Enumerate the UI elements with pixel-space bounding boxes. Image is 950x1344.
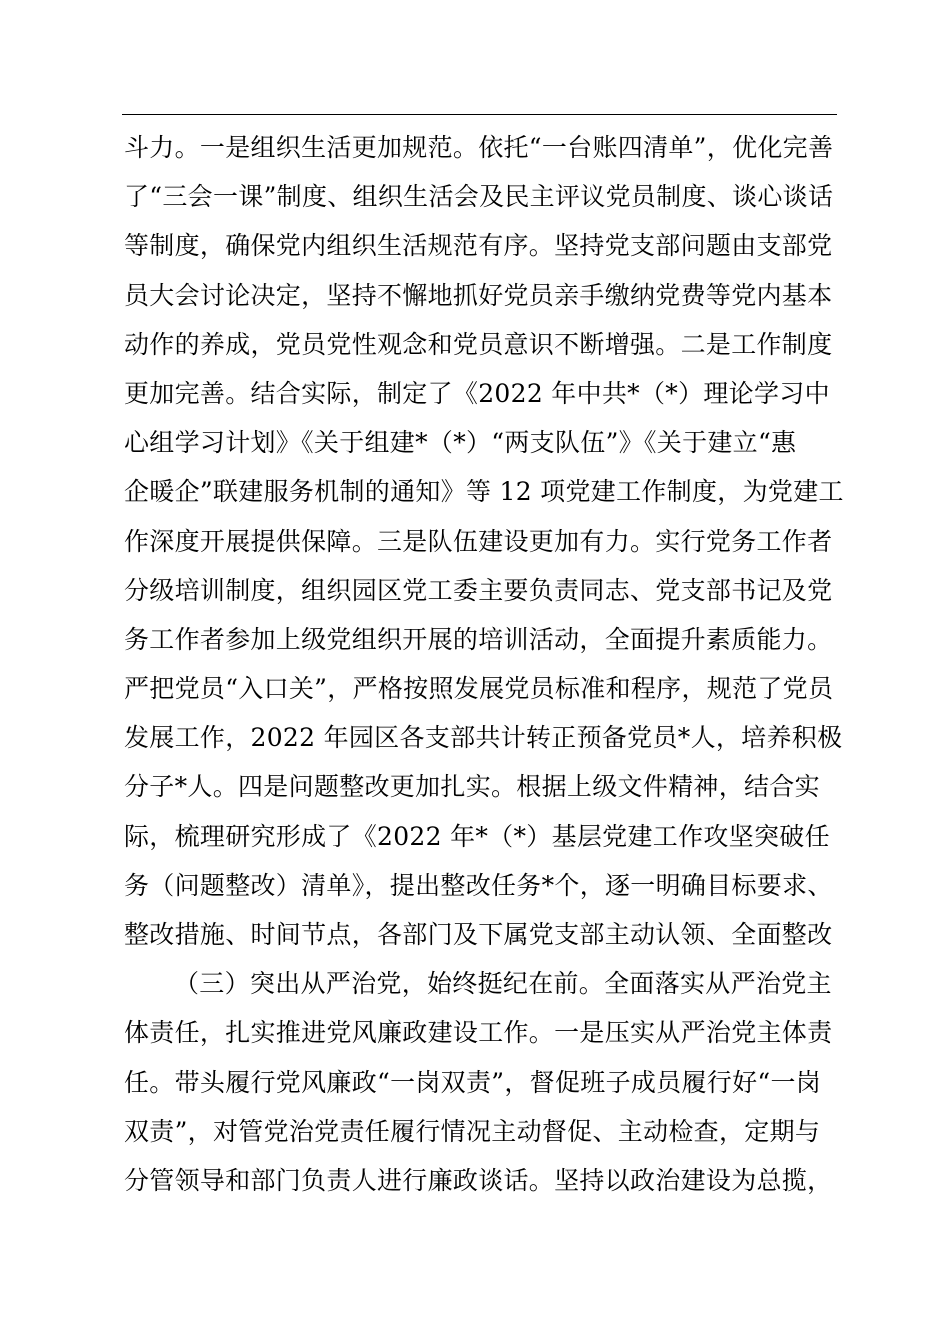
text-line: 体责任，扎实推进党风廉政建设工作。一是压实从严治党主体责 <box>124 1018 833 1048</box>
text-line: 分级培训制度，组织园区党工委主要负责同志、党支部书记及党 <box>124 575 833 605</box>
text-line: 更加完善。结合实际，制定了《2022 年中共*（*）理论学习中 <box>124 378 830 408</box>
document-body <box>124 123 884 1205</box>
text-line: 了“三会一课”制度、组织生活会及民主评议党员制度、谈心谈话 <box>124 182 834 212</box>
text-line: 际，梳理研究形成了《2022 年*（*）基层党建工作攻坚突破任 <box>124 821 830 851</box>
text-line: 员大会讨论决定，坚持不懈地抓好党员亲手缴纳党费等党内基本 <box>124 280 833 310</box>
text-line: 动作的养成，党员党性观念和党员意识不断增强。二是工作制度 <box>124 329 833 359</box>
text-line: 整改措施、时间节点，各部门及下属党支部主动认领、全面整改 <box>124 920 833 949</box>
text-line: 发展工作，2022 年园区各支部共计转正预备党员*人，培养积极 <box>124 723 843 753</box>
text-line: 企暖企”联建服务机制的通知》等 12 项党建工作制度，为党建工 <box>124 477 844 507</box>
text-line: 斗力。一是组织生活更加规范。依托“一台账四清单”，优化完善 <box>124 133 834 162</box>
text-line: 任。带头履行党风廉政“一岗双责”，督促班子成员履行好“一岗 <box>124 1067 822 1097</box>
text-line: 分管领导和部门负责人进行廉政谈话。坚持以政治建设为总揽， <box>124 1165 833 1195</box>
text-line: 心组学习计划》《关于组建*（*）“两支队伍”》《关于建立“惠 <box>124 428 797 458</box>
text-line: 严把党员“入口关”，严格按照发展党员标准和程序，规范了党员 <box>124 674 834 704</box>
text-line: 等制度，确保党内组织生活规范有序。坚持党支部问题由支部党 <box>124 231 833 261</box>
section-heading-line: （三）突出从严治党，始终挺纪在前。全面落实从严治党主 <box>174 969 832 999</box>
text-line: 双责”，对管党治党责任履行情况主动督促、主动检查，定期与 <box>124 1116 821 1146</box>
text-line: 分子*人。四是问题整改更加扎实。根据上级文件精神，结合实 <box>124 772 820 802</box>
text-line: 务工作者参加上级党组织开展的培训活动，全面提升素质能力。 <box>124 624 833 654</box>
text-line: 作深度开展提供保障。三是队伍建设更加有力。实行党务工作者 <box>124 526 833 556</box>
text-line: 务（问题整改）清单》，提出整改任务*个，逐一明确目标要求、 <box>124 870 833 900</box>
header-rule <box>122 114 837 115</box>
